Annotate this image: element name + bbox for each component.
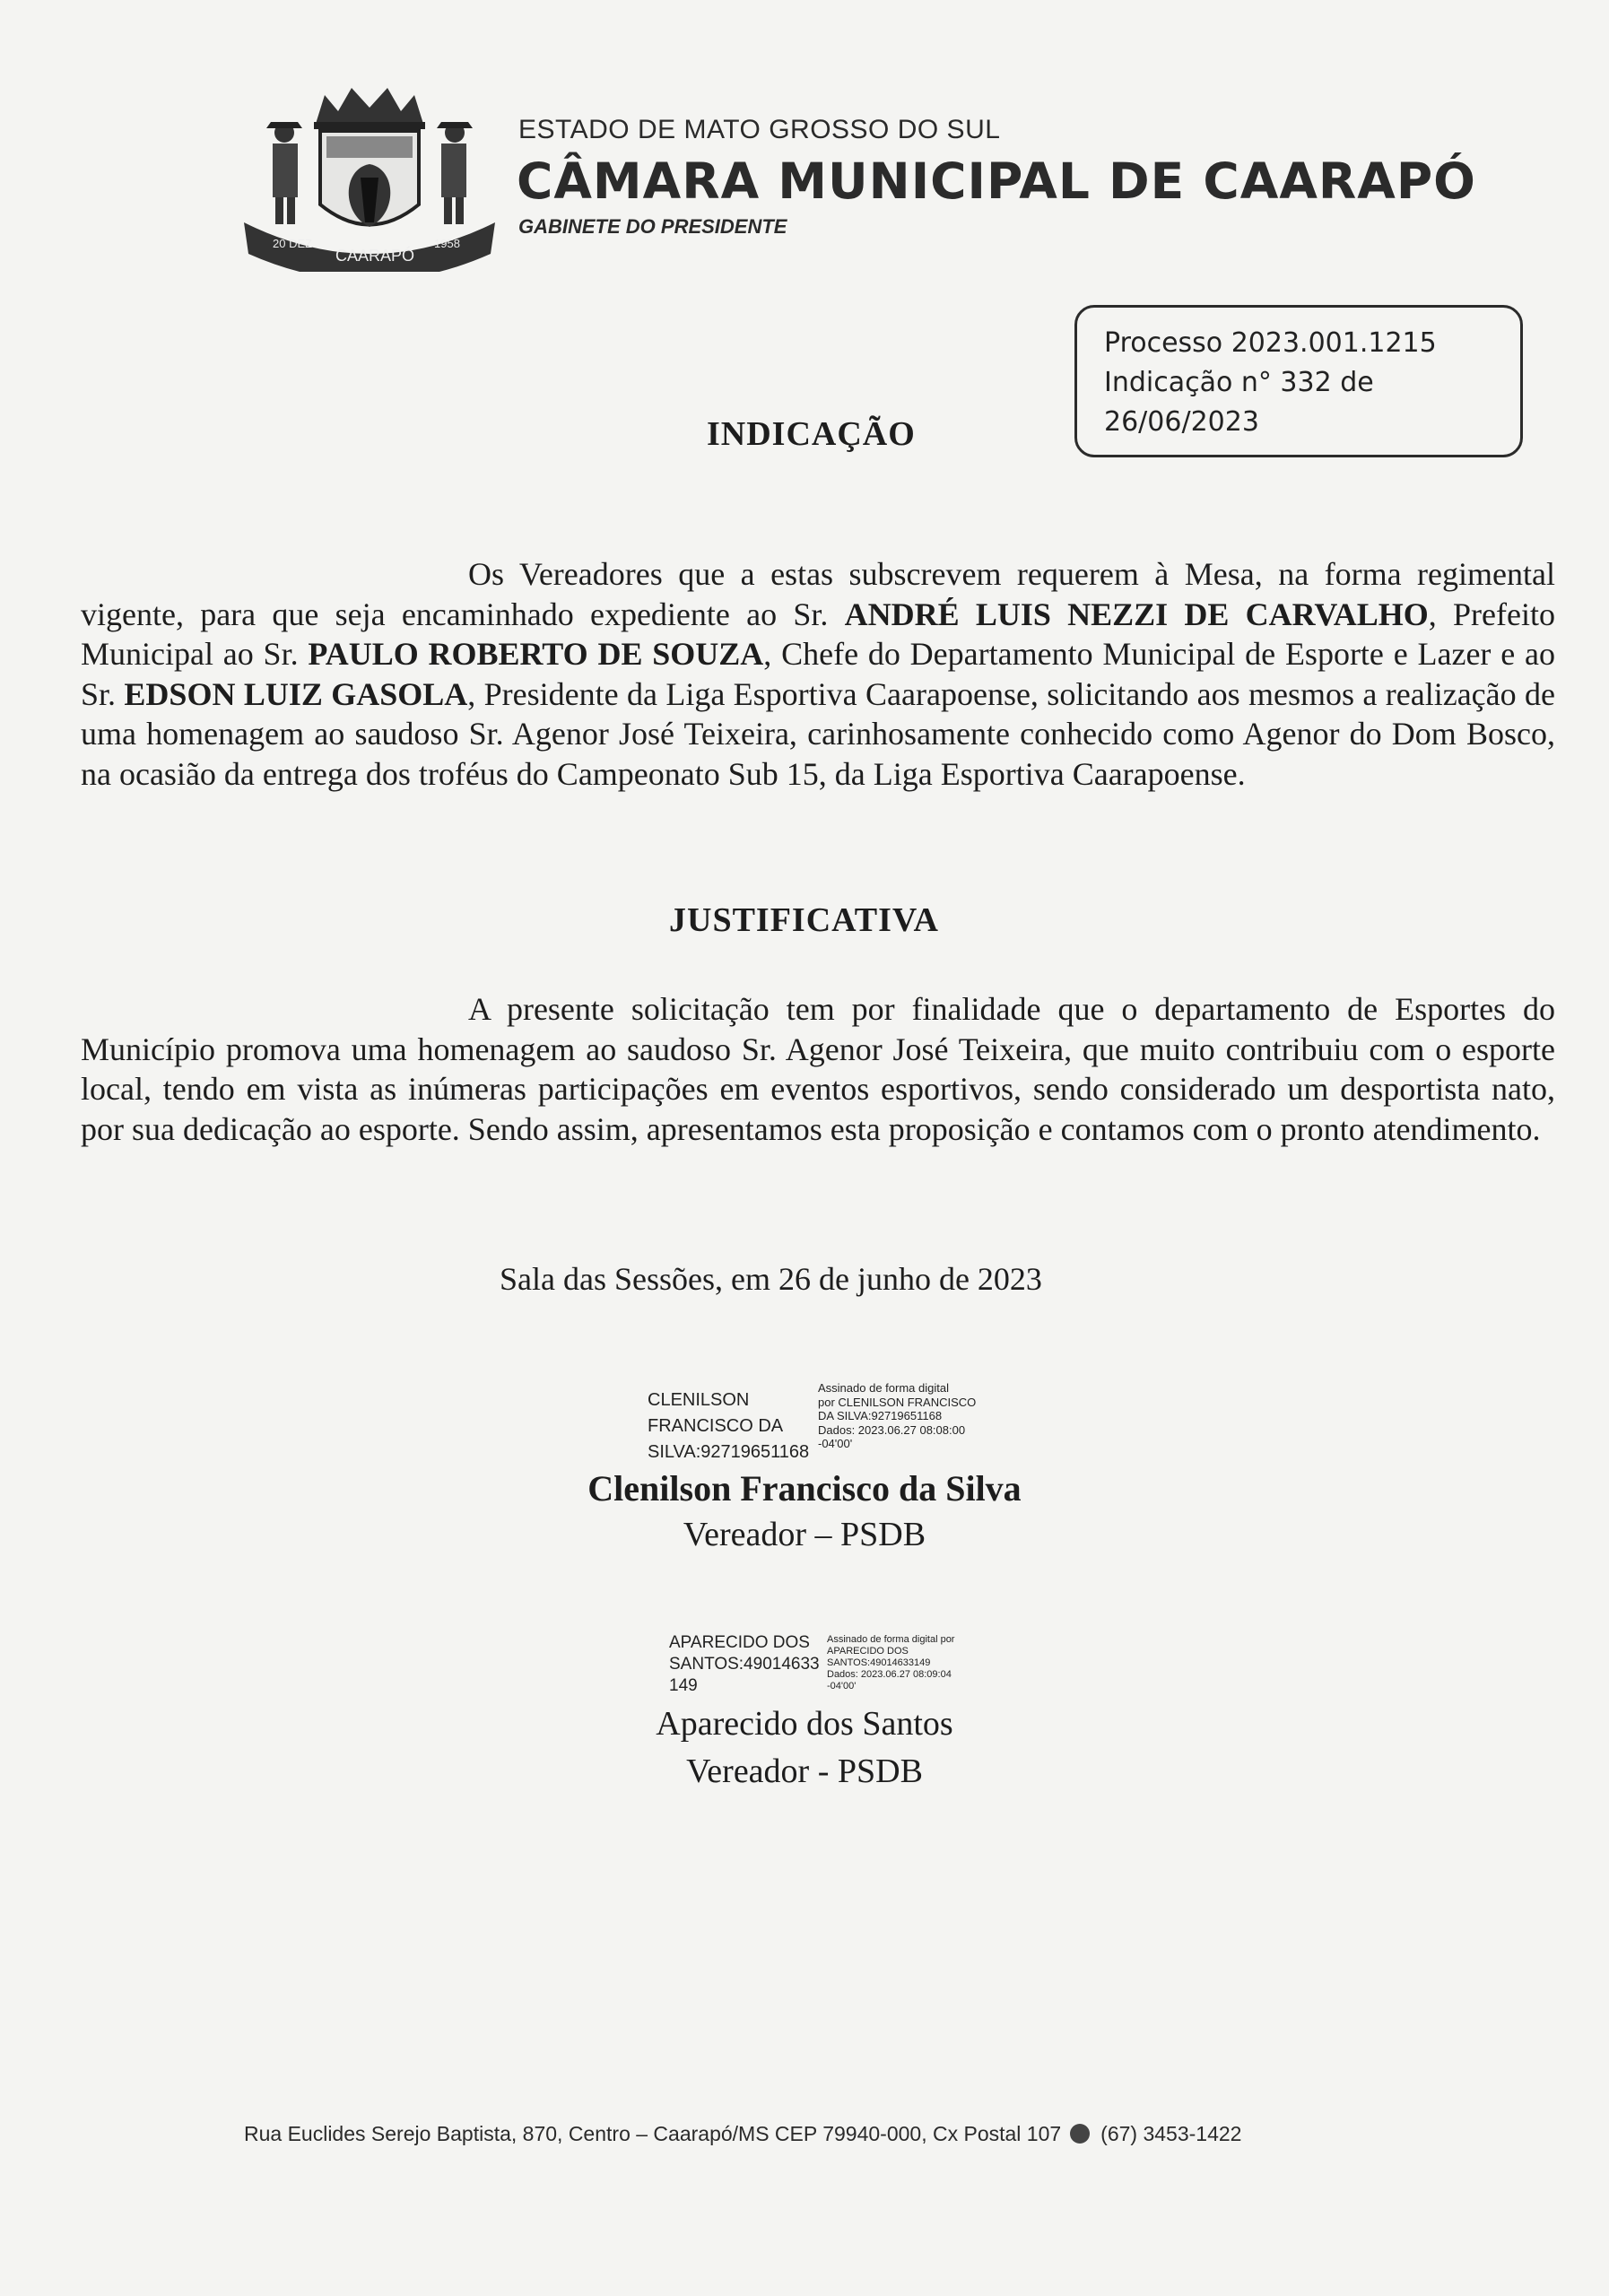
justificativa-title: JUSTIFICATIVA (669, 901, 939, 939)
footer-address: Rua Euclides Serejo Baptista, 870, Centro – Caarapó/MS CEP 79940-000, Cx Postal 107 (244, 2122, 1062, 2145)
process-number: Processo 2023.001.1215 (1104, 327, 1437, 359)
text-run: Os Vereadores que a estas subscrevem requerem à Mesa, na forma regimental vigente, para que seja encaminhado expediente ao Sr. (81, 556, 1555, 632)
sig-line: 149 (669, 1676, 698, 1695)
closing-date-line: Sala das Sessões, em 26 de junho de 2023 (500, 1261, 1042, 1297)
recipient-league-president: EDSON LUIZ GASOLA (124, 675, 468, 712)
sig-line: FRANCISCO DA (648, 1416, 784, 1436)
sig-line: SANTOS:49014633 (669, 1655, 820, 1674)
justificativa-paragraph (81, 989, 1555, 1149)
process-box (1074, 305, 1523, 457)
footer (244, 2122, 1241, 2146)
indication-number: Indicação n° 332 de (1104, 367, 1374, 398)
signer-1-name: Clenilson Francisco da Silva (587, 1468, 1022, 1509)
signer-2-position: Vereador - PSDB (686, 1752, 923, 1790)
sig-detail-line: Dados: 2023.06.27 08:08:00 (818, 1422, 966, 1437)
signer-1-position: Vereador – PSDB (683, 1516, 926, 1553)
sig-detail-line: Assinado de forma digital (818, 1381, 949, 1395)
text-run: , Presidente da Liga Esportiva Caarapoense, solicitando aos mesmos a realização de uma homenagem ao saudoso Sr. Agenor José Teixeira, carinhosamente conhecido como Agenor do Dom Bosco, na ocasião da entrega dos troféus do Campeonato Sub 15, da Liga Esportiva Caarapoense. (81, 675, 1555, 792)
sig-line: SILVA:92719651168 (648, 1442, 810, 1462)
sig-detail-line: Dados: 2023.06.27 08:09:04 (827, 1669, 952, 1680)
sig-detail-line: -04'00' (827, 1681, 857, 1692)
text-run: , Chefe do Departamento Municipal de Esporte e Lazer e ao Sr. (81, 636, 1555, 712)
indication-date: 26/06/2023 (1104, 406, 1259, 438)
digital-signature-name-1 (648, 1387, 809, 1465)
sig-detail-line: Assinado de forma digital por (827, 1634, 955, 1645)
digital-signature-details-2 (827, 1634, 954, 1692)
header-office: GABINETE DO PRESIDENTE (518, 215, 787, 238)
header-state: ESTADO DE MATO GROSSO DO SUL (518, 115, 1001, 144)
recipient-sports-chief: PAULO ROBERTO DE SOUZA (308, 636, 764, 672)
seal-ribbon-center: CAARAPÓ (335, 247, 415, 265)
justificativa-text: A presente solicitação tem por finalidade que o departamento de Esportes do Município promova uma homenagem ao saudoso Sr. Agenor José Teixeira, que muito contribuiu com o esporte local, tendo em vista as inúmeras participações em eventos esportivos, sendo considerado um desportista nato, por sua dedicação ao esporte. Sendo assim, apresentamos esta proposição e contamos com o pronto atendimento. (81, 991, 1555, 1147)
seal-ribbon-right: 1958 (434, 237, 460, 250)
sig-detail-line: -04'00' (818, 1437, 853, 1450)
sig-detail-line: APARECIDO DOS (827, 1646, 909, 1657)
sig-detail-line: por CLENILSON FRANCISCO (818, 1395, 977, 1409)
indicacao-paragraph (81, 554, 1555, 794)
indicacao-title: INDICAÇÃO (707, 415, 916, 453)
seal-ribbon-left: 20 DEZ (273, 237, 313, 250)
sig-line: APARECIDO DOS (669, 1633, 810, 1652)
signer-2-name: Aparecido dos Santos (656, 1705, 953, 1743)
digital-signature-details-1 (818, 1381, 976, 1451)
digital-signature-name-2 (669, 1632, 820, 1697)
sig-detail-line: SANTOS:49014633149 (827, 1657, 931, 1668)
footer-phone: (67) 3453-1422 (1100, 2122, 1242, 2145)
municipal-seal (235, 79, 504, 272)
recipient-mayor: ANDRÉ LUIS NEZZI DE CARVALHO (844, 596, 1429, 632)
phone-icon (1070, 2124, 1090, 2144)
header-chamber-title: CÂMARA MUNICIPAL DE CAARAPÓ (517, 152, 1476, 210)
sig-detail-line: DA SILVA:92719651168 (818, 1409, 943, 1422)
sig-line: CLENILSON (648, 1390, 750, 1410)
text-run: , Prefeito Municipal ao Sr. (81, 596, 1555, 672)
